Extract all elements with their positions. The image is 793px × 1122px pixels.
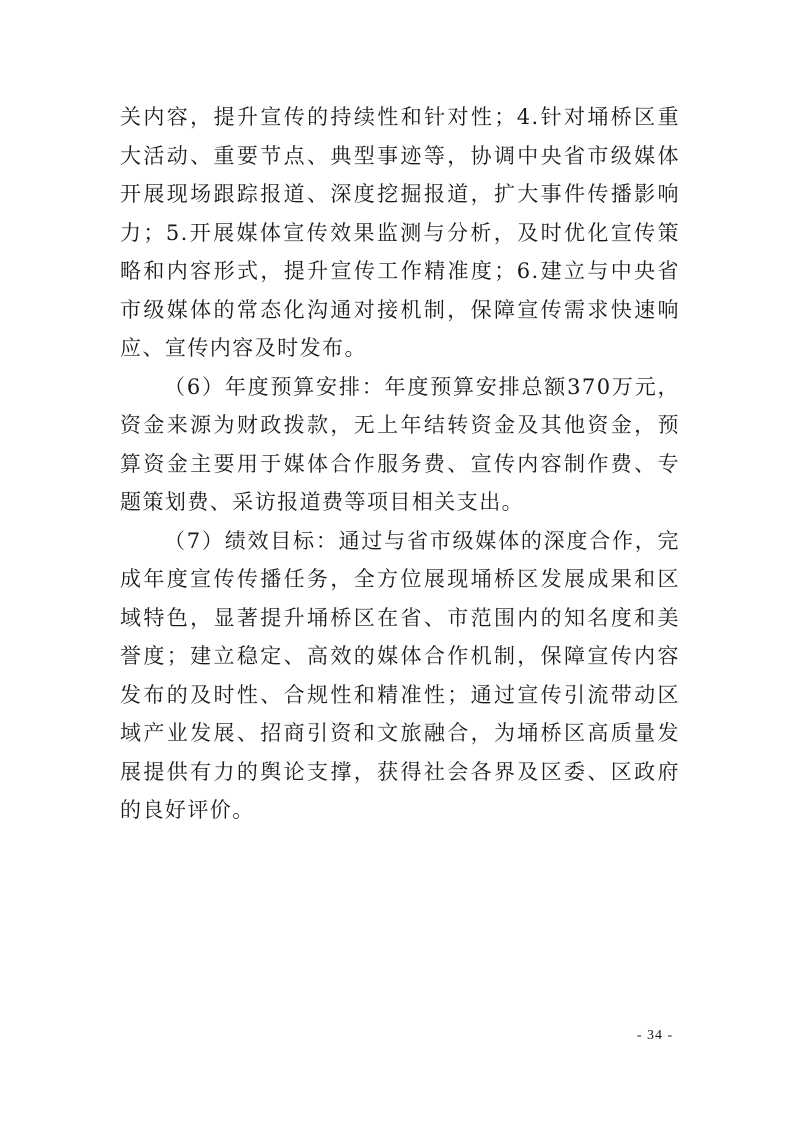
paragraph-performance-goals: （7）绩效目标：通过与省市级媒体的深度合作，完成年度宣传传播任务，全方位展现埇桥区发展成果和区域特色，显著提升埇桥区在省、市范围内的知名度和美誉度；建立稳定、高效的媒体合作机制，保障宣传内容发布的及时性、合规性和精准性；通过宣传引流带动区域产业发展、招商引资和文旅融合，为埇桥区高质量发展提供有力的舆论支撑，获得社会各界及区委、区政府的良好评价。 — [120, 528, 680, 822]
paragraph-budget: （6）年度预算安排：年度预算安排总额370万元，资金来源为财政拨款，无上年结转资金及其他资金，预算资金主要用于媒体合作服务费、宣传内容制作费、专题策划费、采访报道费等项目相关支出。 — [120, 374, 680, 514]
page-number: - 34 - — [636, 1028, 674, 1043]
paragraph-continuation: 关内容，提升宣传的持续性和针对性；4.针对埇桥区重大活动、重要节点、典型事迹等，协调中央省市级媒体开展现场跟踪报道、深度挖掘报道，扩大事件传播影响力；5.开展媒体宣传效果监测与分析，及时优化宣传策略和内容形式，提升宣传工作精准度；6.建立与中央省市级媒体的常态化沟通对接机制，保障宣传需求快速响应、宣传内容及时发布。 — [120, 105, 680, 360]
document-body — [120, 98, 680, 830]
